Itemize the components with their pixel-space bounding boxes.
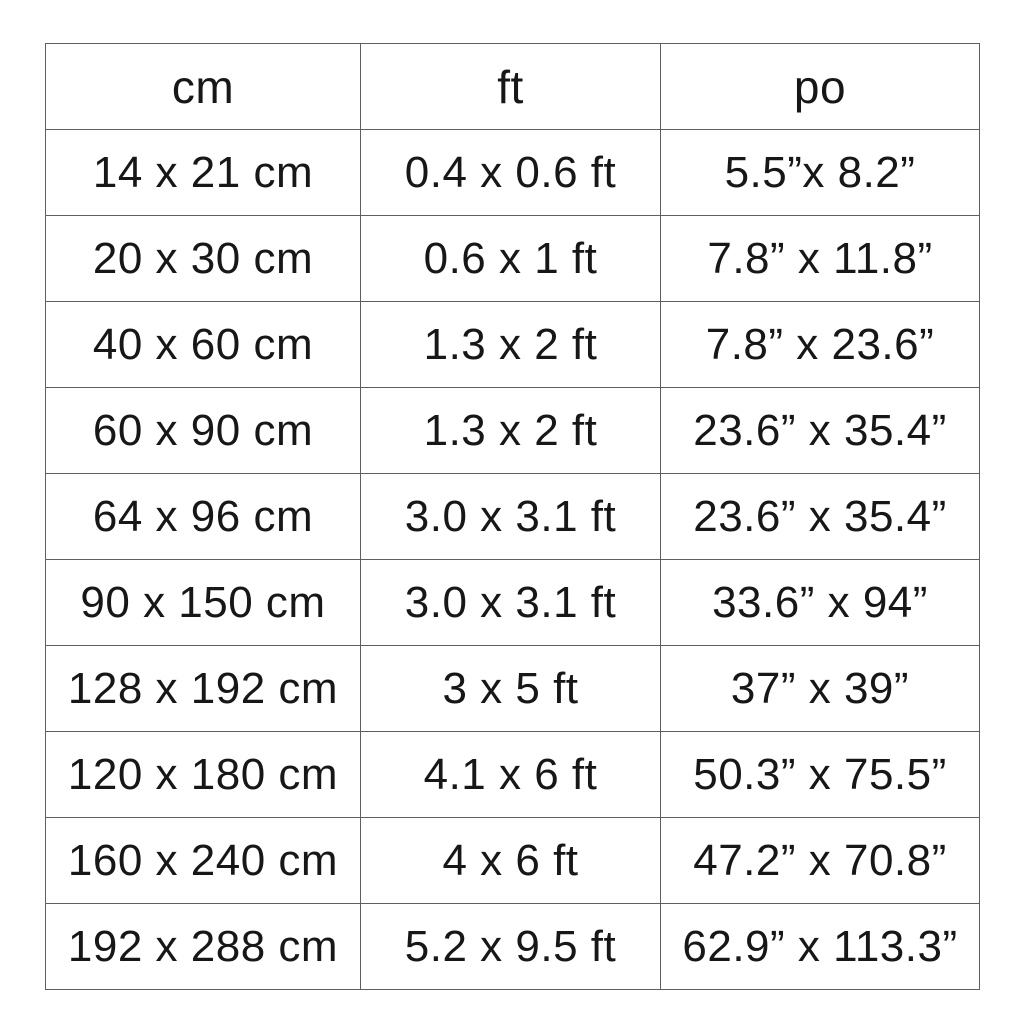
table-cell: 3.0 x 3.1 ft <box>361 560 661 646</box>
header-row <box>46 44 980 130</box>
table-cell: 33.6” x 94” <box>661 560 980 646</box>
table-row <box>46 904 980 990</box>
table-row <box>46 474 980 560</box>
table-cell: 7.8” x 23.6” <box>661 302 980 388</box>
table-cell: 128 x 192 cm <box>46 646 361 732</box>
table-cell: 3 x 5 ft <box>361 646 661 732</box>
table-row <box>46 388 980 474</box>
table-cell: 4 x 6 ft <box>361 818 661 904</box>
table-cell: 62.9” x 113.3” <box>661 904 980 990</box>
table-cell: 14 x 21 cm <box>46 130 361 216</box>
table-cell: 20 x 30 cm <box>46 216 361 302</box>
table-cell: 23.6” x 35.4” <box>661 474 980 560</box>
table-cell: 192 x 288 cm <box>46 904 361 990</box>
table-cell: 60 x 90 cm <box>46 388 361 474</box>
table-cell: 160 x 240 cm <box>46 818 361 904</box>
size-conversion-table <box>45 43 980 990</box>
table-row <box>46 216 980 302</box>
table-cell: 1.3 x 2 ft <box>361 388 661 474</box>
table-cell: 40 x 60 cm <box>46 302 361 388</box>
table-cell: 7.8” x 11.8” <box>661 216 980 302</box>
column-header-ft: ft <box>361 44 661 130</box>
table-row <box>46 818 980 904</box>
table-cell: 90 x 150 cm <box>46 560 361 646</box>
table-row <box>46 646 980 732</box>
table-cell: 0.4 x 0.6 ft <box>361 130 661 216</box>
table-cell: 50.3” x 75.5” <box>661 732 980 818</box>
table-cell: 5.5”x 8.2” <box>661 130 980 216</box>
column-header-po: po <box>661 44 980 130</box>
table-row <box>46 732 980 818</box>
table-row <box>46 560 980 646</box>
table-cell: 23.6” x 35.4” <box>661 388 980 474</box>
table-cell: 47.2” x 70.8” <box>661 818 980 904</box>
table-row <box>46 130 980 216</box>
table-row <box>46 302 980 388</box>
table-cell: 3.0 x 3.1 ft <box>361 474 661 560</box>
table-cell: 5.2 x 9.5 ft <box>361 904 661 990</box>
table-cell: 64 x 96 cm <box>46 474 361 560</box>
table-cell: 4.1 x 6 ft <box>361 732 661 818</box>
table-cell: 1.3 x 2 ft <box>361 302 661 388</box>
table-cell: 0.6 x 1 ft <box>361 216 661 302</box>
column-header-cm: cm <box>46 44 361 130</box>
table-cell: 120 x 180 cm <box>46 732 361 818</box>
table-cell: 37” x 39” <box>661 646 980 732</box>
